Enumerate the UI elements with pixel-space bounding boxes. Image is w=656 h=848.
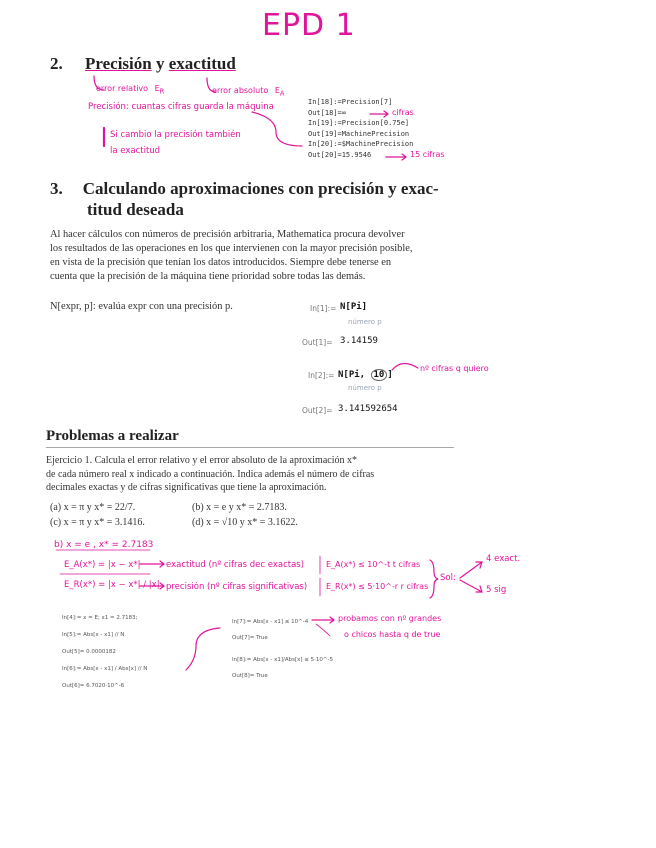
code-line: Out[19]=MachinePrecision [308, 129, 410, 138]
in2-hint: número p [348, 384, 382, 392]
code-line: In[7]:= Abs[x - x1] ≤ 10^-4 [232, 619, 309, 625]
solution-ea-note: exactitud (nº cifras dec exactas) [166, 560, 305, 570]
curve-link-icon [186, 628, 220, 670]
note-error-absoluto: error absoluto $E_A$ [212, 86, 285, 98]
in2-code: N[Pi, 10 ] [338, 370, 393, 380]
code-line: In[8]:= Abs[x - x1]/Abs[x] ≤ 5·10^-5 [232, 657, 333, 663]
section-3-paragraph: Al hacer cálculos con números de precisión arbitraria, Mathematica procura devolver los resultados de las operaciones en los que intervienen con la mayor precisión posible, en vista de la precisión que tenían los datos introducidos. Siempre debe tenerse en cuenta que la precisión de la máquina tiene prioridad sobre todas las demás. [50, 229, 413, 282]
out2-value: 3.141592654 [338, 404, 398, 414]
code-line: Out[20]=15.9546 [308, 150, 372, 159]
arrow-diag-icon [460, 562, 482, 578]
out2-tag: Out[2]= [302, 406, 333, 415]
arrow-diag-icon [460, 580, 482, 592]
in1-tag: In[1]:= [310, 304, 337, 313]
section-2-number: 2. [50, 54, 63, 73]
in2-precision-arg: 10 [371, 369, 388, 381]
section-2-heading [50, 54, 236, 74]
bracket-arrow-icon [252, 112, 302, 146]
brace-icon [430, 560, 438, 598]
section-2-word-y: y [155, 54, 165, 73]
code-line: Out[5]= 0.0000182 [62, 649, 116, 655]
solution-er-condition: E_R(x*) ≤ 5·10^-r r cifras [326, 582, 429, 591]
note-precision: Precisión: cuantas cifras guarda la máquina [88, 102, 274, 112]
in1-code: N[Pi] [340, 302, 368, 312]
code-line: Out[18]=∞ [308, 108, 346, 117]
in2-tag: In[2]:= [308, 371, 335, 380]
solution-sol-label: Sol: [440, 573, 456, 583]
section-3-heading: 3. Calculando aproximaciones con precisión y exac- titud deseada [50, 179, 439, 219]
code-line: Out[6]= 6.7020·10^-6 [62, 683, 125, 689]
exercise-part-a: (a) x = π y x* = 22/7. [50, 502, 136, 513]
n-definition: N[expr, p]: evalúa expr con una precisión p. [50, 301, 233, 312]
note-change-1: Si cambio la precisión también [110, 130, 241, 140]
code-line: In[20]:=$MachinePrecision [308, 140, 414, 149]
solution-b-line: b) x = e , x* = 2.7183 [54, 540, 154, 550]
out1-tag: Out[1]= [302, 338, 333, 347]
code-line: In[4]:= x = E; x1 = 2.7183; [62, 615, 138, 621]
solution-left-code [62, 610, 147, 695]
solution-right-note-1: probamos con nº grandes [338, 614, 442, 623]
code-line: Out[7]= True [232, 635, 268, 641]
exercise-part-b: (b) x = e y x* = 2.7183. [192, 502, 287, 513]
page-title: EPD 1 [262, 8, 356, 43]
solution-sol-sig: 5 sig [486, 585, 507, 595]
in2-note: nº cifras q quiero [420, 364, 489, 373]
arrow-curve-icon [392, 363, 418, 370]
solution-right-code [232, 614, 333, 684]
section-2-code-block [308, 97, 413, 161]
section-2-word-exactitud: exactitud [168, 54, 236, 73]
exercise-text: Ejercicio 1. Calcula el error relativo y el error absoluto de la aproximación x* de cada número real x indicado a continuación. Indica además el número de cifras decimales exactas y de cifras significativas que tiene la aproximación. [46, 455, 375, 494]
solution-right-note-2: o chicos hasta q de true [344, 630, 441, 639]
note-change-2: la exactitud [110, 146, 161, 156]
code-note-cifras: cifras [392, 108, 414, 117]
code-note-15-cifras: 15 cifras [410, 150, 445, 159]
arrow-right-icon [140, 561, 164, 567]
solution-ea-condition: E_A(x*) ≤ 10^-t t cifras [326, 560, 421, 569]
solution-er-note: precisión (nº cifras significativas) [166, 582, 308, 592]
problems-heading: Problemas a realizar [46, 428, 179, 444]
solution-er-formula: E_R(x*) = |x − x*| / |x| [64, 580, 160, 590]
out1-value: 3.14159 [340, 336, 378, 346]
solution-sol-exact: 4 exact. [486, 554, 521, 564]
note-error-relativo: error relativo $E_R$ [96, 84, 165, 96]
code-line: In[18]:=Precision[7] [308, 98, 393, 106]
code-line: In[6]:= Abs[x - x1] / Abs[x] // N [62, 666, 148, 672]
problems-heading-rule [46, 447, 454, 448]
code-line: In[19]:=Precision[0.75e] [308, 119, 410, 128]
exercise-part-d: (d) x = √10 y x* = 3.1622. [192, 517, 298, 528]
section-2-word-precision: Precisión [85, 54, 152, 73]
exercise-part-c: (c) x = π y x* = 3.1416. [50, 517, 145, 528]
code-line: In[5]:= Abs[x - x1] // N [62, 632, 125, 638]
code-line: Out[8]= True [232, 673, 268, 679]
in1-hint: número p [348, 318, 382, 326]
solution-ea-formula: E_A(x*) = |x − x*| [64, 560, 141, 570]
